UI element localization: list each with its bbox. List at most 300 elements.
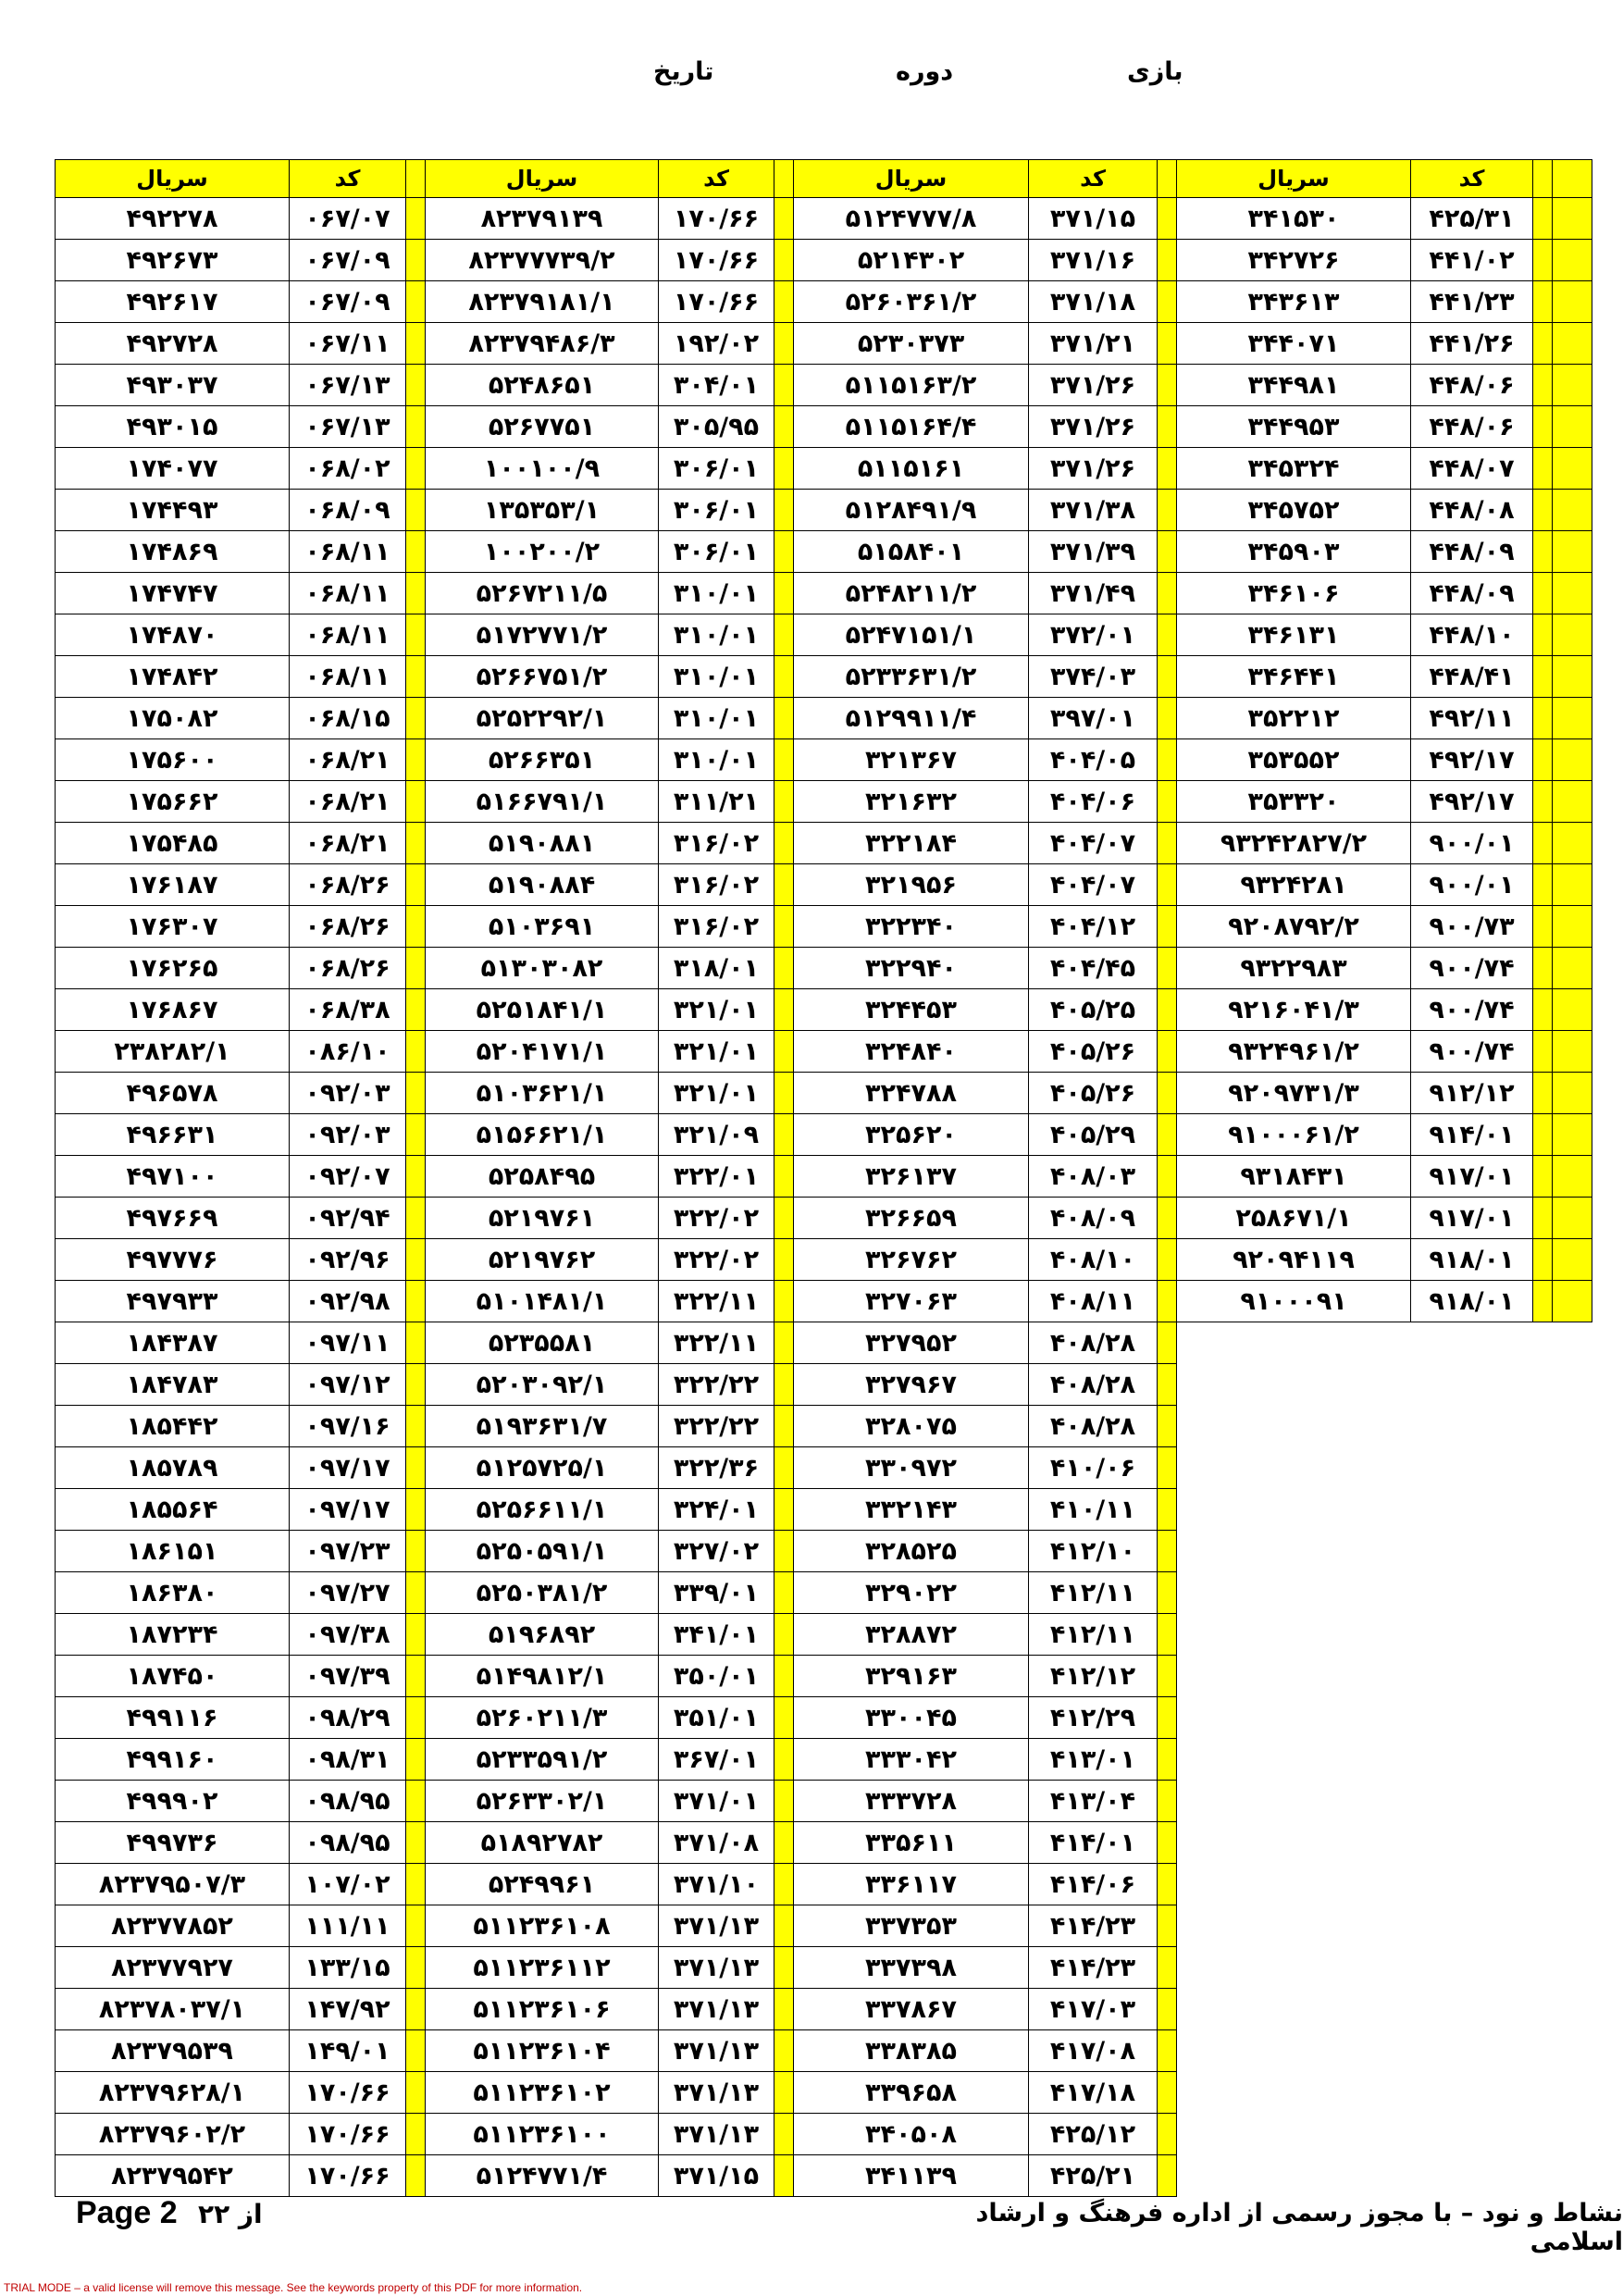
divider xyxy=(406,1947,426,1989)
serial-cell: ۸۲۳۷۷۸۵۲ xyxy=(56,1905,290,1947)
serial-cell: ۲۵۸۶۷۱/۱ xyxy=(1177,1198,1411,1239)
divider xyxy=(1158,781,1177,823)
serial-cell: ۵۱۲۴۷۷۷/۸ xyxy=(794,198,1029,240)
code-cell: ۱۱۱/۱۱ xyxy=(290,1905,406,1947)
divider xyxy=(406,573,426,614)
code-cell xyxy=(1411,1947,1533,1989)
serial-cell: ۱۸۷۴۵۰ xyxy=(56,1656,290,1697)
code-cell: ۰۶۷/۰۹ xyxy=(290,240,406,281)
code-cell: ۴۹۲/۱۱ xyxy=(1411,698,1533,739)
serial-cell: ۳۳۷۳۹۸ xyxy=(794,1947,1029,1989)
divider xyxy=(1553,1114,1592,1156)
serial-cell: ۳۲۸۵۲۵ xyxy=(794,1531,1029,1572)
code-cell: ۱۹۲/۰۲ xyxy=(659,323,774,365)
divider xyxy=(774,1822,794,1864)
code-cell: ۳۲۲/۲۲ xyxy=(659,1406,774,1447)
divider xyxy=(1553,1073,1592,1114)
serial-cell: ۳۵۲۲۱۲ xyxy=(1177,698,1411,739)
code-cell: ۰۶۸/۲۶ xyxy=(290,864,406,906)
divider xyxy=(1533,1905,1553,1947)
divider xyxy=(1158,1489,1177,1531)
divider xyxy=(1553,1531,1592,1572)
code-cell: ۴۲۵/۱۲ xyxy=(1029,2114,1158,2155)
serial-cell: ۸۲۳۷۷۹۲۷ xyxy=(56,1947,290,1989)
serial-cell: ۵۲۵۸۴۹۵ xyxy=(426,1156,659,1198)
code-cell: ۳۷۱/۰۱ xyxy=(659,1781,774,1822)
divider xyxy=(1158,160,1177,198)
code-cell: ۳۷۱/۱۳ xyxy=(659,1905,774,1947)
divider xyxy=(1533,490,1553,531)
table-row xyxy=(56,2072,1592,2114)
divider xyxy=(1553,406,1592,448)
table-row xyxy=(56,323,1592,365)
serial-cell: ۱۷۵۶۰۰ xyxy=(56,739,290,781)
serial-cell: ۳۴۰۵۰۸ xyxy=(794,2114,1029,2155)
divider xyxy=(1158,2155,1177,2197)
divider xyxy=(1553,614,1592,656)
divider xyxy=(774,365,794,406)
serial-cell: ۵۱۰۳۶۲۱/۱ xyxy=(426,1073,659,1114)
code-cell: ۰۹۷/۱۷ xyxy=(290,1489,406,1531)
divider xyxy=(1533,1572,1553,1614)
code-cell: ۰۹۲/۰۳ xyxy=(290,1114,406,1156)
serial-cell: ۴۹۲۷۲۸ xyxy=(56,323,290,365)
divider xyxy=(1158,1156,1177,1198)
code-cell xyxy=(1411,2114,1533,2155)
code-cell: ۳۷۱/۲۱ xyxy=(1029,323,1158,365)
serial-cell: ۳۲۱۳۶۷ xyxy=(794,739,1029,781)
table-row xyxy=(56,1406,1592,1447)
divider xyxy=(1553,490,1592,531)
serial-cell: ۳۲۵۶۲۰ xyxy=(794,1114,1029,1156)
serial-cell: ۵۲۳۳۵۹۱/۲ xyxy=(426,1739,659,1781)
table-row xyxy=(56,698,1592,739)
divider xyxy=(1533,2155,1553,2197)
code-cell: ۰۹۷/۱۶ xyxy=(290,1406,406,1447)
serial-cell: ۸۲۳۷۹۵۳۹ xyxy=(56,2030,290,2072)
divider xyxy=(1553,698,1592,739)
serial-cell: ۵۱۳۰۳۰۸۲ xyxy=(426,948,659,989)
divider xyxy=(774,1239,794,1281)
serial-cell: ۵۱۱۲۳۶۱۰۶ xyxy=(426,1989,659,2030)
serial-cell xyxy=(1177,1489,1411,1531)
serial-cell: ۳۴۶۱۰۶ xyxy=(1177,573,1411,614)
divider xyxy=(1158,2114,1177,2155)
divider xyxy=(1553,2155,1592,2197)
code-cell: ۴۱۲/۱۱ xyxy=(1029,1572,1158,1614)
code-cell xyxy=(1411,1739,1533,1781)
divider xyxy=(1553,2030,1592,2072)
serial-cell: ۸۲۳۷۹۶۲۸/۱ xyxy=(56,2072,290,2114)
divider xyxy=(1158,1447,1177,1489)
divider xyxy=(406,2114,426,2155)
table-row xyxy=(56,1989,1592,2030)
divider xyxy=(774,1198,794,1239)
serial-cell: ۳۴۴۰۷۱ xyxy=(1177,323,1411,365)
code-cell: ۱۷۰/۶۶ xyxy=(290,2114,406,2155)
divider xyxy=(1533,1739,1553,1781)
divider xyxy=(1158,614,1177,656)
divider xyxy=(1533,1114,1553,1156)
divider xyxy=(774,781,794,823)
table-row xyxy=(56,906,1592,948)
divider xyxy=(406,1364,426,1406)
divider xyxy=(774,698,794,739)
serial-cell: ۳۴۴۹۵۳ xyxy=(1177,406,1411,448)
serial-cell: ۱۷۶۸۶۷ xyxy=(56,989,290,1031)
divider xyxy=(1158,2030,1177,2072)
table-row xyxy=(56,781,1592,823)
divider xyxy=(774,281,794,323)
serial-cell: ۱۸۴۷۸۳ xyxy=(56,1364,290,1406)
serial-cell xyxy=(1177,1656,1411,1697)
divider xyxy=(774,1322,794,1364)
code-cell: ۳۷۴/۰۳ xyxy=(1029,656,1158,698)
code-cell: ۰۶۷/۱۳ xyxy=(290,406,406,448)
code-cell: ۳۲۱/۰۱ xyxy=(659,1031,774,1073)
code-cell: ۴۴۱/۲۳ xyxy=(1411,281,1533,323)
code-cell: ۴۱۴/۰۶ xyxy=(1029,1864,1158,1905)
table-row xyxy=(56,614,1592,656)
divider xyxy=(406,906,426,948)
serial-cell: ۵۱۰۱۴۸۱/۱ xyxy=(426,1281,659,1322)
divider xyxy=(1533,823,1553,864)
code-cell: ۳۷۱/۱۳ xyxy=(659,2072,774,2114)
code-cell: ۰۹۷/۲۳ xyxy=(290,1531,406,1572)
divider xyxy=(1553,1322,1592,1364)
serial-cell: ۳۴۵۷۵۲ xyxy=(1177,490,1411,531)
divider xyxy=(406,1281,426,1322)
divider xyxy=(1158,323,1177,365)
serial-cell xyxy=(1177,1322,1411,1364)
serial-cell: ۴۹۷۶۶۹ xyxy=(56,1198,290,1239)
code-cell: ۰۹۲/۹۸ xyxy=(290,1281,406,1322)
divider xyxy=(406,1489,426,1531)
code-cell: ۳۰۶/۰۱ xyxy=(659,531,774,573)
code-cell: ۹۱۲/۱۲ xyxy=(1411,1073,1533,1114)
code-cell: ۱۷۰/۶۶ xyxy=(290,2072,406,2114)
code-cell: ۰۶۸/۲۱ xyxy=(290,739,406,781)
divider xyxy=(406,656,426,698)
serial-cell: ۵۲۶۶۷۵۱/۲ xyxy=(426,656,659,698)
serial-cell: ۹۳۲۴۹۶۱/۲ xyxy=(1177,1031,1411,1073)
divider xyxy=(406,1156,426,1198)
code-cell: ۴۰۸/۲۸ xyxy=(1029,1322,1158,1364)
serial-cell: ۵۱۲۸۴۹۱/۹ xyxy=(794,490,1029,531)
divider xyxy=(774,823,794,864)
table-row xyxy=(56,1239,1592,1281)
divider xyxy=(1533,573,1553,614)
divider xyxy=(1553,1656,1592,1697)
serial-cell: ۴۹۹۹۰۲ xyxy=(56,1781,290,1822)
serial-cell: ۵۱۹۳۶۳۱/۷ xyxy=(426,1406,659,1447)
serial-cell: ۱۷۶۱۸۷ xyxy=(56,864,290,906)
code-cell: ۴۱۷/۰۸ xyxy=(1029,2030,1158,2072)
divider xyxy=(406,1073,426,1114)
code-cell: ۳۲۲/۳۶ xyxy=(659,1447,774,1489)
code-cell: ۰۸۶/۱۰ xyxy=(290,1031,406,1073)
divider xyxy=(1553,1781,1592,1822)
code-cell: ۳۷۲/۰۱ xyxy=(1029,614,1158,656)
column-header-serial: سریال xyxy=(794,160,1029,198)
serial-cell: ۵۲۴۸۶۵۱ xyxy=(426,365,659,406)
code-cell: ۳۷۱/۳۹ xyxy=(1029,531,1158,573)
divider xyxy=(1158,698,1177,739)
serial-cell: ۳۲۶۷۶۲ xyxy=(794,1239,1029,1281)
code-cell: ۰۹۸/۲۹ xyxy=(290,1697,406,1739)
serial-cell: ۳۲۲۱۸۴ xyxy=(794,823,1029,864)
divider xyxy=(1553,1156,1592,1198)
code-cell: ۳۳۹/۰۱ xyxy=(659,1572,774,1614)
code-cell: ۳۷۱/۲۶ xyxy=(1029,406,1158,448)
divider xyxy=(1158,1739,1177,1781)
divider xyxy=(774,864,794,906)
serial-cell: ۹۲۱۶۰۴۱/۳ xyxy=(1177,989,1411,1031)
code-cell: ۴۴۸/۰۹ xyxy=(1411,531,1533,573)
code-cell: ۳۷۱/۲۶ xyxy=(1029,365,1158,406)
code-cell: ۴۹۲/۱۷ xyxy=(1411,739,1533,781)
divider xyxy=(406,2155,426,2197)
serial-cell xyxy=(1177,1989,1411,2030)
table-row xyxy=(56,948,1592,989)
divider xyxy=(406,1031,426,1073)
divider xyxy=(1553,1364,1592,1406)
divider xyxy=(1158,406,1177,448)
code-cell: ۴۱۳/۰۱ xyxy=(1029,1739,1158,1781)
code-cell xyxy=(1411,1322,1533,1364)
serial-cell: ۳۲۶۶۵۹ xyxy=(794,1198,1029,1239)
serial-cell: ۱۸۶۳۸۰ xyxy=(56,1572,290,1614)
divider xyxy=(1533,864,1553,906)
serial-cell: ۳۴۳۶۱۳ xyxy=(1177,281,1411,323)
code-cell: ۴۱۲/۱۰ xyxy=(1029,1531,1158,1572)
divider xyxy=(1533,1697,1553,1739)
table-row xyxy=(56,864,1592,906)
divider xyxy=(406,1322,426,1364)
code-cell: ۴۴۱/۲۶ xyxy=(1411,323,1533,365)
code-cell xyxy=(1411,1697,1533,1739)
code-cell: ۴۰۵/۲۶ xyxy=(1029,1031,1158,1073)
divider xyxy=(774,1781,794,1822)
code-cell: ۰۶۸/۲۶ xyxy=(290,948,406,989)
code-cell: ۰۶۷/۰۷ xyxy=(290,198,406,240)
code-cell: ۳۱۰/۰۱ xyxy=(659,573,774,614)
divider xyxy=(1553,198,1592,240)
serial-cell: ۹۲۰۹۴۱۱۹ xyxy=(1177,1239,1411,1281)
table-row xyxy=(56,1572,1592,1614)
code-cell: ۴۱۲/۱۲ xyxy=(1029,1656,1158,1697)
code-cell xyxy=(1411,2072,1533,2114)
serial-cell: ۵۱۲۴۷۷۱/۴ xyxy=(426,2155,659,2197)
serial-cell: ۳۴۶۴۴۱ xyxy=(1177,656,1411,698)
code-cell xyxy=(1411,1364,1533,1406)
divider xyxy=(406,531,426,573)
divider xyxy=(406,1572,426,1614)
serial-cell: ۵۲۱۹۷۶۲ xyxy=(426,1239,659,1281)
code-cell: ۰۹۲/۰۳ xyxy=(290,1073,406,1114)
divider xyxy=(406,1239,426,1281)
table-row xyxy=(56,823,1592,864)
divider xyxy=(406,1198,426,1239)
divider xyxy=(1533,1073,1553,1114)
code-cell: ۴۱۲/۲۹ xyxy=(1029,1697,1158,1739)
serial-cell: ۵۱۱۵۱۶۴/۴ xyxy=(794,406,1029,448)
serial-cell: ۸۲۳۷۹۱۳۹ xyxy=(426,198,659,240)
divider xyxy=(1158,1822,1177,1864)
serial-cell: ۴۹۷۷۷۶ xyxy=(56,1239,290,1281)
divider xyxy=(1533,2030,1553,2072)
code-cell: ۳۲۴/۰۱ xyxy=(659,1489,774,1531)
divider xyxy=(1158,1114,1177,1156)
code-cell: ۳۷۱/۳۸ xyxy=(1029,490,1158,531)
table-row xyxy=(56,1198,1592,1239)
code-cell: ۰۶۷/۱۳ xyxy=(290,365,406,406)
divider xyxy=(1158,1697,1177,1739)
divider xyxy=(774,323,794,365)
divider xyxy=(774,1031,794,1073)
divider xyxy=(1533,948,1553,989)
serial-cell: ۳۳۶۱۱۷ xyxy=(794,1864,1029,1905)
code-cell: ۰۶۸/۱۱ xyxy=(290,573,406,614)
serial-cell: ۱۰۰۱۰۰/۹ xyxy=(426,448,659,490)
divider xyxy=(406,1989,426,2030)
divider xyxy=(1553,323,1592,365)
table-row xyxy=(56,1864,1592,1905)
divider xyxy=(1158,989,1177,1031)
divider xyxy=(406,448,426,490)
divider xyxy=(1533,739,1553,781)
divider xyxy=(774,1447,794,1489)
divider xyxy=(406,1822,426,1864)
divider xyxy=(1158,573,1177,614)
serial-cell: ۱۷۶۳۰۷ xyxy=(56,906,290,948)
divider xyxy=(1553,448,1592,490)
table-row xyxy=(56,2155,1592,2197)
divider xyxy=(774,1572,794,1614)
divider xyxy=(774,1697,794,1739)
code-cell: ۴۰۴/۴۵ xyxy=(1029,948,1158,989)
table-row xyxy=(56,1281,1592,1322)
serial-cell: ۱۰۰۲۰۰/۲ xyxy=(426,531,659,573)
divider xyxy=(1533,1364,1553,1406)
serial-cell: ۸۲۳۷۸۰۳۷/۱ xyxy=(56,1989,290,2030)
serial-cell: ۱۳۵۳۵۳/۱ xyxy=(426,490,659,531)
serial-cell xyxy=(1177,1614,1411,1656)
divider xyxy=(1533,1489,1553,1531)
divider xyxy=(1533,1822,1553,1864)
serial-cell: ۵۱۹۰۸۸۱ xyxy=(426,823,659,864)
divider xyxy=(774,2155,794,2197)
serial-cell: ۵۱۲۹۹۱۱/۴ xyxy=(794,698,1029,739)
serial-cell xyxy=(1177,1406,1411,1447)
divider xyxy=(1553,1739,1592,1781)
table-row xyxy=(56,448,1592,490)
code-cell: ۱۰۷/۰۲ xyxy=(290,1864,406,1905)
code-cell: ۴۱۴/۰۱ xyxy=(1029,1822,1158,1864)
divider xyxy=(1158,1281,1177,1322)
code-cell: ۴۲۵/۳۱ xyxy=(1411,198,1533,240)
divider xyxy=(1533,1281,1553,1322)
divider xyxy=(1533,1947,1553,1989)
divider xyxy=(1533,1531,1553,1572)
table-row xyxy=(56,240,1592,281)
divider xyxy=(1158,1947,1177,1989)
table-row xyxy=(56,281,1592,323)
divider xyxy=(1158,448,1177,490)
code-cell: ۴۴۸/۰۹ xyxy=(1411,573,1533,614)
serial-cell: ۸۲۳۷۷۷۳۹/۲ xyxy=(426,240,659,281)
serial-cell: ۱۸۵۴۴۲ xyxy=(56,1406,290,1447)
divider xyxy=(1553,1947,1592,1989)
table-row xyxy=(56,573,1592,614)
table-row xyxy=(56,1697,1592,1739)
divider xyxy=(774,1489,794,1531)
code-cell: ۱۷۰/۶۶ xyxy=(659,198,774,240)
table-row xyxy=(56,1322,1592,1364)
serial-cell xyxy=(1177,1531,1411,1572)
divider xyxy=(774,1364,794,1406)
divider xyxy=(774,1739,794,1781)
code-cell: ۳۷۱/۰۸ xyxy=(659,1822,774,1864)
divider xyxy=(1553,160,1592,198)
divider xyxy=(1553,2072,1592,2114)
divider xyxy=(774,1406,794,1447)
divider xyxy=(774,989,794,1031)
serial-cell: ۱۷۵۶۶۲ xyxy=(56,781,290,823)
code-cell: ۰۶۸/۰۹ xyxy=(290,490,406,531)
divider xyxy=(1553,2114,1592,2155)
serial-cell: ۱۸۴۳۸۷ xyxy=(56,1322,290,1364)
divider xyxy=(406,198,426,240)
code-cell xyxy=(1411,1989,1533,2030)
serial-cell: ۵۱۷۲۷۷۱/۲ xyxy=(426,614,659,656)
table-row xyxy=(56,1905,1592,1947)
code-cell: ۴۰۸/۰۹ xyxy=(1029,1198,1158,1239)
divider xyxy=(774,490,794,531)
serial-cell: ۳۳۰۰۴۵ xyxy=(794,1697,1029,1739)
divider xyxy=(1553,906,1592,948)
divider xyxy=(406,989,426,1031)
serial-cell: ۵۱۲۵۷۲۵/۱ xyxy=(426,1447,659,1489)
serial-cell: ۴۹۳۰۳۷ xyxy=(56,365,290,406)
divider xyxy=(1553,823,1592,864)
code-cell: ۰۹۸/۹۵ xyxy=(290,1781,406,1822)
code-cell: ۳۱۰/۰۱ xyxy=(659,614,774,656)
code-cell: ۹۰۰/۷۴ xyxy=(1411,1031,1533,1073)
divider xyxy=(406,323,426,365)
serial-cell: ۵۱۹۶۸۹۲ xyxy=(426,1614,659,1656)
serial-cell: ۵۲۶۷۲۱۱/۵ xyxy=(426,573,659,614)
divider xyxy=(406,1781,426,1822)
code-cell: ۴۰۸/۰۳ xyxy=(1029,1156,1158,1198)
divider xyxy=(1158,1198,1177,1239)
divider xyxy=(774,1073,794,1114)
code-cell: ۴۴۸/۰۷ xyxy=(1411,448,1533,490)
table-row xyxy=(56,739,1592,781)
table-row xyxy=(56,1073,1592,1114)
table-body xyxy=(56,198,1592,2197)
code-cell: ۰۹۷/۳۸ xyxy=(290,1614,406,1656)
code-cell: ۰۶۸/۱۱ xyxy=(290,656,406,698)
divider xyxy=(406,1114,426,1156)
serial-cell: ۵۱۱۲۳۶۱۰۴ xyxy=(426,2030,659,2072)
divider xyxy=(406,739,426,781)
serial-cell: ۵۲۵۰۵۹۱/۱ xyxy=(426,1531,659,1572)
divider xyxy=(774,1905,794,1947)
serial-cell: ۸۲۳۷۹۱۸۱/۱ xyxy=(426,281,659,323)
divider xyxy=(406,1614,426,1656)
serial-cell: ۵۲۴۹۹۶۱ xyxy=(426,1864,659,1905)
